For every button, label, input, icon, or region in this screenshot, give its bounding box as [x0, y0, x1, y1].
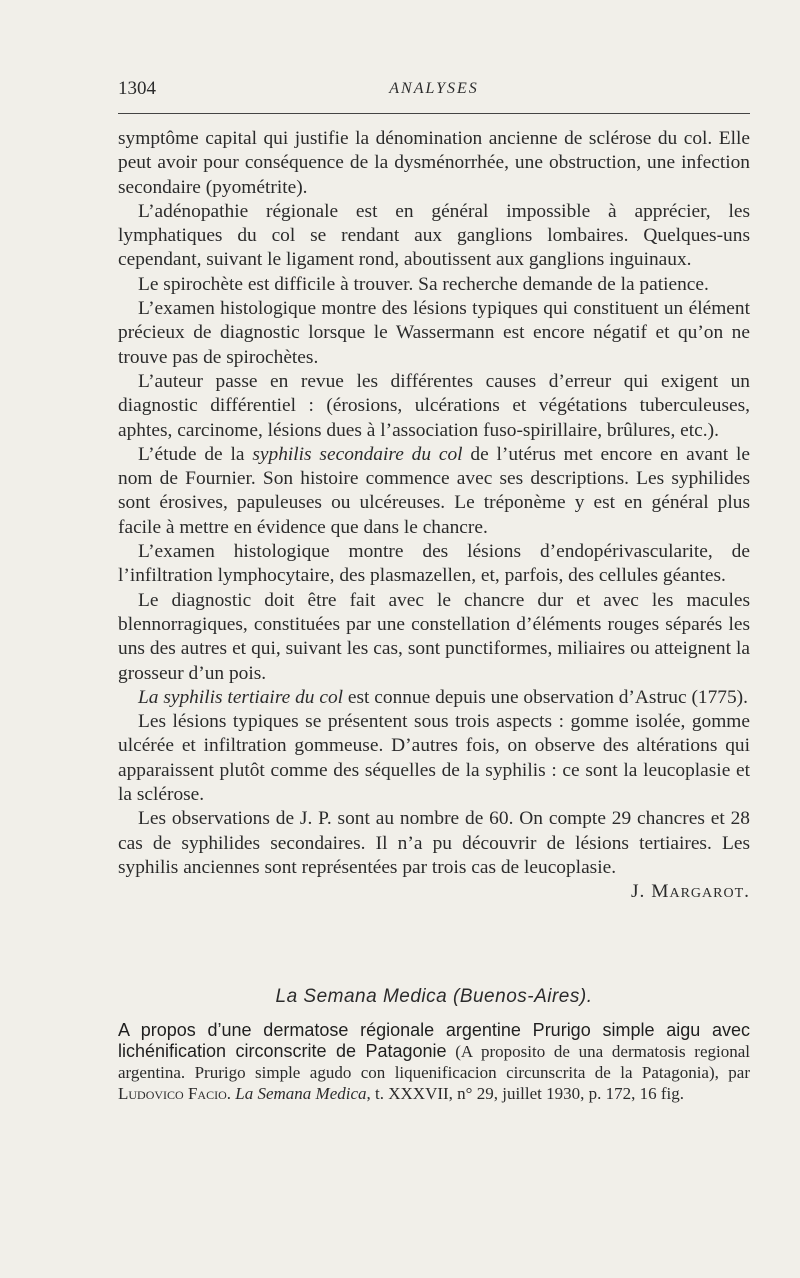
article-body — [118, 127, 750, 905]
paragraph: Le spirochète est difficile à trouver. Sa recherche demande de la patience. — [138, 273, 709, 295]
author-signature: J. Margarot. — [631, 881, 750, 903]
italic-term: La syphilis tertiaire du col — [138, 686, 344, 708]
paragraph: Le diagnostic doit être fait avec le chancre dur et avec les macules blennorragiques, constituées par une constellation d’éléments rouges séparés les uns des autres et qui, suivant les cas, sont punctiformes, miliaires ou atteignent la grosseur d’un pois. — [118, 589, 750, 684]
running-title: ANALYSES — [389, 80, 479, 97]
paragraph: Les lésions typiques se présentent sous trois aspects : gomme isolée, gomme ulcérée et infiltration gommeuse. D’autres fois, on observe des altérations qui apparaissent plutôt comme des séquelles de la syphilis : ce sont la leucoplasie et la sclérose. — [118, 711, 750, 806]
journal-heading: La Semana Medica (Buenos-Aires). — [275, 986, 593, 1007]
abstract-author: Ludovico Facio — [118, 1084, 227, 1103]
text: L’étude de la — [138, 443, 253, 465]
page-header — [118, 78, 750, 102]
paragraph: L’examen histologique montre des lésions typiques qui constituent un élément précieux de diagnostic lorsque le Wassermann est encore négatif et qu’on ne trouve pas de spirochètes. — [118, 298, 750, 368]
paragraph — [118, 807, 750, 903]
paragraph: L’examen histologique montre des lésions d’endopérivascularite, de l’infiltration lymphocytaire, des plasmazellen, et, parfois, des cellules géantes. — [118, 541, 750, 587]
paragraph: L’adénopathie régionale est en général impossible à apprécier, les lymphatiques du col se rendant aux ganglions lombaires. Quelques-uns cependant, suivant le ligament rond, aboutissent aux ganglions inguinaux. — [118, 200, 750, 271]
text: de l’utérus met encore en avant le nom de Fournier. Son histoire commence avec ses descriptions. Les syphilides sont érosives, papuleuses ou ulcéreuses. Le tréponème y est en général plus facile à mettre en évidence que dans le chancre. — [118, 443, 751, 538]
text: . — [226, 1084, 236, 1103]
abstract-entry — [118, 1020, 750, 1104]
text: est connue depuis une observation d’Astruc (1775). — [343, 686, 748, 708]
italic-term: syphilis secondaire du col — [252, 443, 463, 465]
paragraph — [118, 686, 750, 710]
abstract-journal: La Semana Medica — [235, 1084, 367, 1103]
abstract-title: A propos d’une dermatose régionale argentine Prurigo simple aigu avec lichénification circonscrite de Patagonie — [118, 1020, 750, 1061]
paragraph: L’auteur passe en revue les différentes causes d’erreur qui exigent un diagnostic différentiel : (érosions, ulcérations et végétations tuberculeuses, aphtes, carcinome, lésions dues à l’association fuso-spirillaire, brûlures, etc.). — [118, 370, 750, 441]
page-number: 1304 — [118, 78, 156, 99]
abstract-reference: , t. XXXVII, n° 29, juillet 1930, p. 172, 16 fig. — [366, 1084, 685, 1103]
text: Les observations de J. P. sont au nombre de 60. On compte 29 chancres et 28 cas de syphilides secondaires. Il n’a pu découvrir de lésions tertiaires. Les syphilis anciennes sont représentées par trois cas de leucoplasie. — [118, 808, 750, 878]
paragraph: symptôme capital qui justifie la dénomination ancienne de sclérose du col. Elle peut avoir pour conséquence de la dysménorrhée, une obstruction, une infection secondaire (pyométrite). — [118, 128, 750, 198]
spanish-title: (A proposito de una dermatosis regional argentina. Prurigo simple agudo con liquenificacion circunscrita de la Patagonia), par — [118, 1042, 750, 1082]
paragraph — [118, 443, 750, 540]
header-rule — [118, 113, 750, 114]
